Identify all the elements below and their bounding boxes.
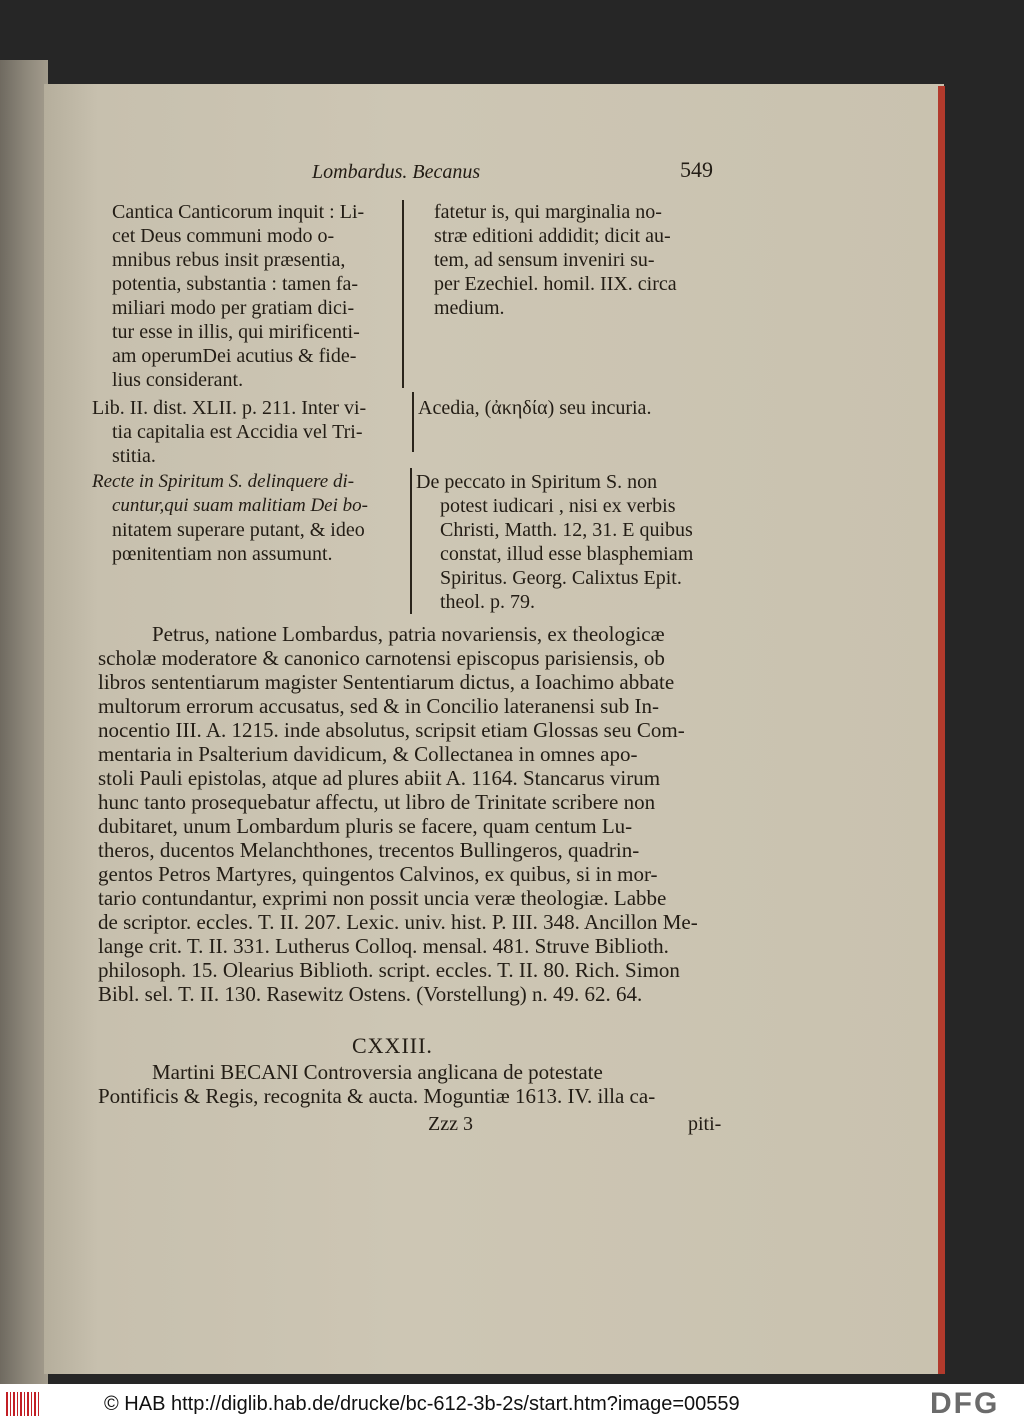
red-page-edge	[938, 86, 945, 1374]
running-title: Lombardus. Becanus	[312, 161, 481, 183]
section-line: Martini BECANI Controversia anglicana de potestate	[152, 1060, 603, 1084]
note-line: tia capitalia est Accidia vel Tri-	[112, 421, 363, 443]
note-line: medium.	[434, 297, 505, 319]
body-line: nocentio III. A. 1215. inde absolutus, scripsit etiam Glossas seu Com-	[98, 718, 685, 742]
note-line: tem, ad sensum inveniri su-	[434, 249, 655, 271]
note-line: nitatem superare putant, & ideo	[112, 519, 365, 541]
note-line: Cantica Canticorum inquit : Li-	[112, 201, 365, 223]
barcode-icon	[6, 1392, 40, 1416]
catchword: piti-	[688, 1113, 722, 1135]
note-line: De peccato in Spiritum S. non	[416, 471, 658, 493]
body-line: theros, ducentos Melanchthones, trecentos Bullingeros, quadrin-	[98, 838, 640, 862]
page-number: 549	[680, 157, 713, 182]
permalink[interactable]: © HAB http://diglib.hab.de/drucke/bc-612-3b-2s/start.htm?image=00559	[104, 1393, 740, 1415]
body-line: de scriptor. eccles. T. II. 207. Lexic. univ. hist. P. III. 348. Ancillon Me-	[98, 910, 698, 934]
column-rule	[402, 200, 404, 388]
note-line: mnibus rebus insit præsentia,	[112, 249, 346, 271]
body-line: Bibl. sel. T. II. 130. Rasewitz Ostens. (Vorstellung) n. 49. 62. 64.	[98, 982, 643, 1006]
body-line: dubitaret, unum Lombardum pluris se facere, quam centum Lu-	[98, 814, 633, 838]
body-line: gentos Petros Martyres, quingentos Calvinos, ex quibus, si in mor-	[98, 862, 658, 886]
note-line: per Ezechiel. homil. IIX. circa	[434, 273, 677, 295]
note-line: pœnitentiam non assumunt.	[112, 543, 333, 565]
note-line: am operumDei acutius & fide-	[112, 345, 357, 367]
note-line: cuntur,qui suam malitiam Dei bo-	[112, 495, 368, 516]
note-line: potentia, substantia : tamen fa-	[112, 273, 359, 295]
note-line: potest iudicari , nisi ex verbis	[440, 495, 676, 517]
body-line: mentaria in Psalterium davidicum, & Collectanea in omnes apo-	[98, 742, 638, 766]
note-line: lius considerant.	[112, 369, 244, 391]
column-rule	[410, 468, 412, 614]
note-line: Spiritus. Georg. Calixtus Epit.	[440, 567, 682, 589]
body-line: stoli Pauli epistolas, atque ad plures abiit A. 1164. Stancarus virum	[98, 766, 661, 790]
note-line: Lib. II. dist. XLII. p. 211. Inter vi-	[92, 397, 367, 419]
footer-bar	[0, 1384, 1024, 1424]
body-line: multorum errorum accusatus, sed & in Concilio lateranensi sub In-	[98, 694, 660, 718]
note-line: stræ editioni addidit; dicit au-	[434, 225, 671, 247]
body-line: libros sententiarum magister Sententiarum dictus, a Ioachimo abbate	[98, 670, 675, 694]
note-line: fatetur is, qui marginalia no-	[434, 201, 662, 223]
note-line: Recte in Spiritum S. delinquere di-	[92, 471, 355, 492]
body-line: hunc tanto prosequebatur affectu, ut libro de Trinitate scribere non	[98, 790, 656, 814]
note-line: cet Deus communi modo o-	[112, 225, 335, 247]
body-line: philosoph. 15. Olearius Biblioth. script. eccles. T. II. 80. Rich. Simon	[98, 958, 680, 982]
note-line: constat, illud esse blasphemiam	[440, 543, 694, 565]
note-line: stitia.	[112, 445, 156, 467]
column-rule	[412, 392, 414, 452]
note-line: Acedia, (ἀκηδία) seu incuria.	[418, 397, 652, 419]
note-line: miliari modo per gratiam dici-	[112, 297, 355, 319]
note-line: Christi, Matth. 12, 31. E quibus	[440, 519, 693, 541]
section-line: Pontificis & Regis, recognita & aucta. Moguntiæ 1613. IV. illa ca-	[98, 1084, 656, 1108]
note-line: theol. p. 79.	[440, 591, 535, 613]
body-line: scholæ moderatore & canonico carnotensi episcopus parisiensis, ob	[98, 646, 665, 670]
body-line: lange crit. T. II. 331. Lutherus Colloq. mensal. 481. Struve Biblioth.	[98, 934, 669, 958]
previous-page-edge	[0, 60, 48, 1384]
body-line: tario contundantur, exprimi non possit uncia veræ theologiæ. Labbe	[98, 886, 667, 910]
note-line: tur esse in illis, qui mirificenti-	[112, 321, 360, 343]
dfg-logo: DFG	[930, 1387, 1000, 1420]
section-numeral: CXXIII.	[352, 1033, 433, 1058]
body-line: Petrus, natione Lombardus, patria novariensis, ex theologicæ	[152, 622, 665, 646]
signature-mark: Zzz 3	[428, 1113, 473, 1135]
